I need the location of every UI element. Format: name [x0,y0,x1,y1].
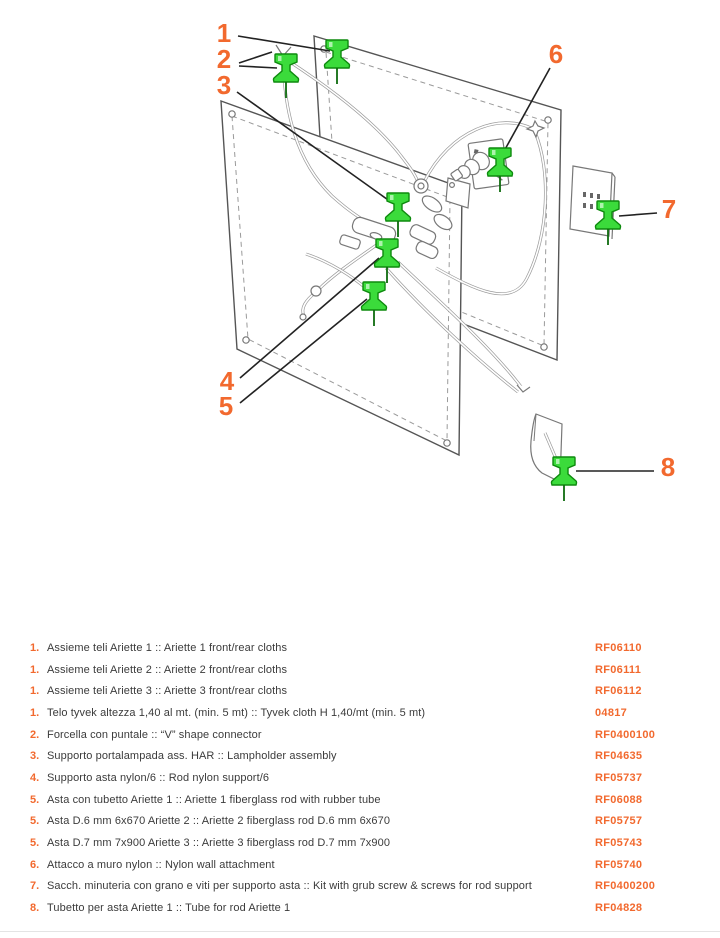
part-code: RF06111 [595,663,642,676]
table-row [0,897,720,919]
callout-number-1: 1 [216,18,232,48]
callout-number-2: 2 [216,44,232,74]
part-number: 3. [30,750,40,763]
part-code: RF06112 [595,685,642,698]
callout-number-4: 4 [219,366,235,396]
rod-fork-tip [517,385,530,392]
table-row [0,767,720,789]
part-code: RF05757 [595,815,643,828]
parts-list [0,637,720,919]
table-row [0,702,720,724]
table-row [0,680,720,702]
part-code: RF06088 [595,793,643,806]
part-description: Telo tyvek altezza 1,40 al mt. (min. 5 mt) :: Tyvek cloth H 1,40/mt (min. 5 mt) [47,706,426,719]
part-description: Asta D.6 mm 6x670 Ariette 2 :: Ariette 2 fiberglass rod D.6 mm 6x670 [47,815,391,828]
callout-number-3: 3 [216,70,232,100]
table-row [0,724,720,746]
part-number: 6. [30,858,40,871]
part-description: Supporto portalampada ass. HAR :: Lampholder assembly [47,750,337,763]
part-description: Assieme teli Ariette 2 :: Ariette 2 front/rear cloths [47,663,288,676]
part-number: 8. [30,902,40,915]
part-description: Assieme teli Ariette 3 :: Ariette 3 front/rear cloths [47,685,288,698]
pushpin-icon [552,457,577,501]
part-code: RF0400100 [595,728,656,741]
table-row [0,789,720,811]
part-code: RF05737 [595,771,643,784]
part-description: Attacco a muro nylon :: Nylon wall attachment [47,858,275,871]
part-description: Forcella con puntale :: “V” shape connector [47,728,262,741]
callout-number-7: 7 [661,194,677,224]
part-code: RF06110 [595,641,642,654]
table-row [0,854,720,876]
part-number: 5. [30,837,40,850]
part-description: Sacch. minuteria con grano e viti per supporto asta :: Kit with grub screw & screws for rod support [47,880,532,893]
part-number: 1. [30,663,40,676]
table-row [0,811,720,833]
callout-number-5: 5 [218,391,234,421]
pushpin-icon [274,54,299,98]
part-number: 7. [30,880,40,893]
part-number: 1. [30,706,40,719]
pushpin-icon [596,201,621,245]
callout-number-8: 8 [660,452,676,482]
table-row [0,659,720,681]
table-row [0,745,720,767]
table-row [0,832,720,854]
rod-tube-pouch [531,414,562,482]
part-code: RF0400200 [595,880,656,893]
part-description: Asta con tubetto Ariette 1 :: Ariette 1 fiberglass rod with rubber tube [47,793,381,806]
callout-number-6: 6 [548,39,564,69]
table-row [0,637,720,659]
part-description: Tubetto per asta Ariette 1 :: Tube for rod Ariette 1 [47,902,291,915]
part-description: Assieme teli Ariette 1 :: Ariette 1 front/rear cloths [47,641,288,654]
table-row [0,876,720,898]
part-number: 4. [30,771,40,784]
part-number: 5. [30,815,40,828]
part-number: 1. [30,641,40,654]
part-number: 1. [30,685,40,698]
part-description: Supporto asta nylon/6 :: Rod nylon support/6 [47,771,270,784]
part-code: 04817 [595,706,628,719]
part-number: 5. [30,793,40,806]
part-code: RF05743 [595,837,643,850]
part-code: RF04635 [595,750,643,763]
part-code: RF04828 [595,902,643,915]
part-number: 2. [30,728,40,741]
part-description: Asta D.7 mm 7x900 Ariette 3 :: Ariette 3 fiberglass rod D.7 mm 7x900 [47,837,391,850]
part-code: RF05740 [595,858,643,871]
bottom-divider [0,931,720,932]
